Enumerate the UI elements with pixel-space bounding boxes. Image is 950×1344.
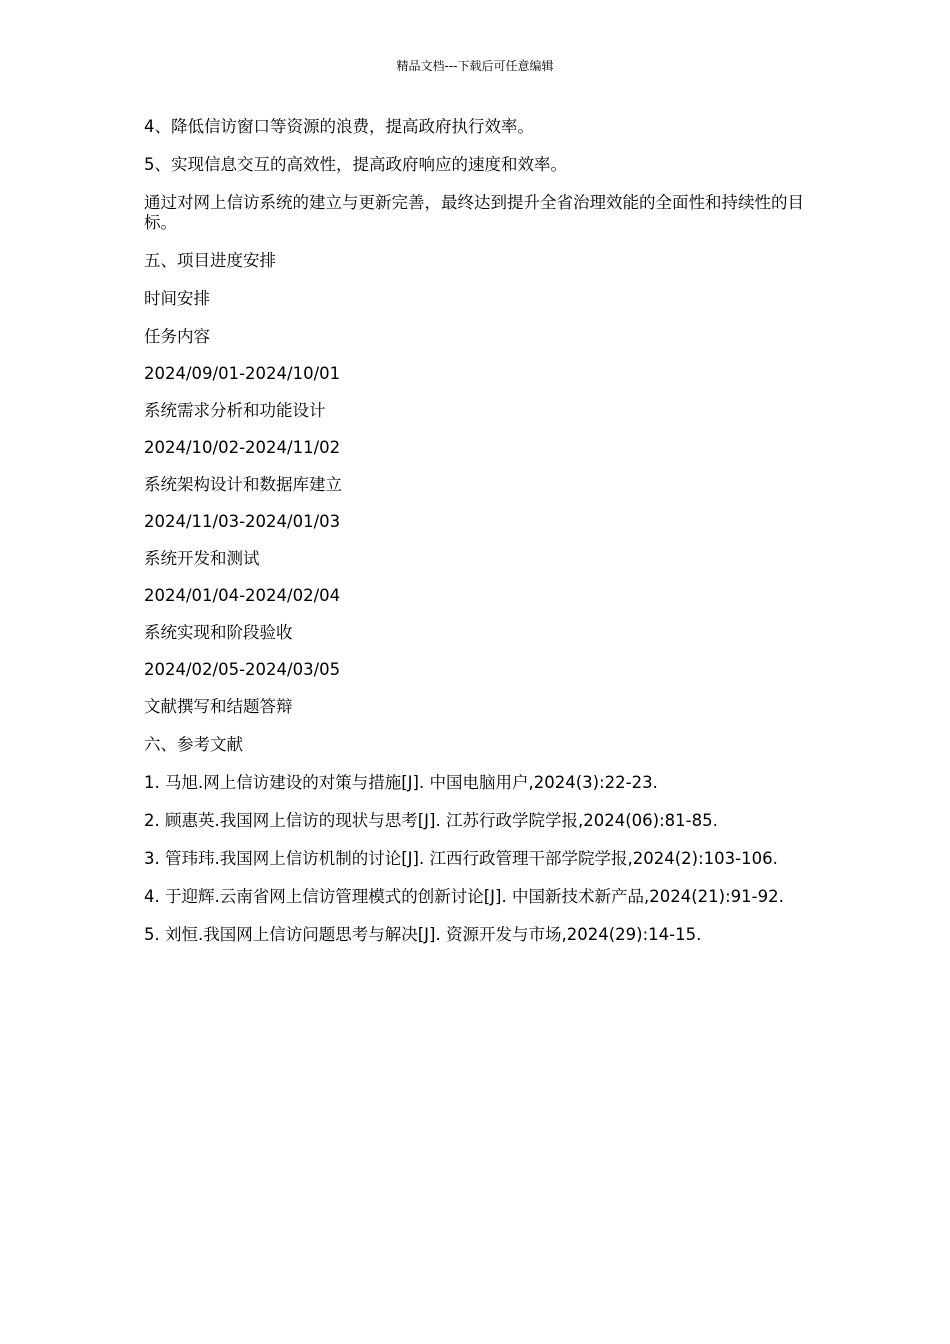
schedule-header-time: 时间安排 [144, 289, 210, 308]
schedule-header-task: 任务内容 [144, 327, 210, 346]
schedule-date-4: 2024/01/04-2024/02/04 [144, 586, 341, 605]
schedule-date-2: 2024/10/02-2024/11/02 [144, 438, 341, 457]
schedule-task-4: 系统实现和阶段验收 [144, 623, 293, 642]
schedule-date-3: 2024/11/03-2024/01/03 [144, 512, 341, 531]
schedule-date-1: 2024/09/01-2024/10/01 [144, 364, 341, 383]
paragraph-goal-5: 5、实现信息交互的高效性，提高政府响应的速度和效率。 [144, 155, 567, 174]
reference-item-1: 1. 马旭.网上信访建设的对策与措施[J]. 中国电脑用户,2024(3):22-23. [144, 773, 658, 792]
reference-item-2: 2. 顾惠英.我国网上信访的现状与思考[J]. 江苏行政学院学报,2024(06):81-85. [144, 811, 718, 830]
schedule-task-3: 系统开发和测试 [144, 549, 260, 568]
page-header: 精品文档---下载后可任意编辑 [396, 59, 554, 73]
schedule-task-5: 文献撰写和结题答辩 [144, 697, 293, 716]
schedule-task-2: 系统架构设计和数据库建立 [144, 475, 342, 494]
reference-item-4: 4. 于迎辉.云南省网上信访管理模式的创新讨论[J]. 中国新技术新产品,2024(21):91-92. [144, 887, 784, 906]
reference-item-3: 3. 管玮玮.我国网上信访机制的讨论[J]. 江西行政管理干部学院学报,2024(2):103-106. [144, 849, 778, 868]
paragraph-goal-4: 4、降低信访窗口等资源的浪费，提高政府执行效率。 [144, 117, 534, 136]
paragraph-summary: 通过对网上信访系统的建立与更新完善，最终达到提升全省治理效能的全面性和持续性的目标。 [144, 193, 804, 232]
reference-item-5: 5. 刘恒.我国网上信访问题思考与解决[J]. 资源开发与市场,2024(29):14-15. [144, 925, 702, 944]
schedule-date-5: 2024/02/05-2024/03/05 [144, 660, 341, 679]
document-body [144, 117, 804, 963]
section-heading-schedule: 五、项目进度安排 [144, 251, 276, 270]
section-heading-references: 六、参考文献 [144, 735, 243, 754]
schedule-task-1: 系统需求分析和功能设计 [144, 401, 326, 420]
